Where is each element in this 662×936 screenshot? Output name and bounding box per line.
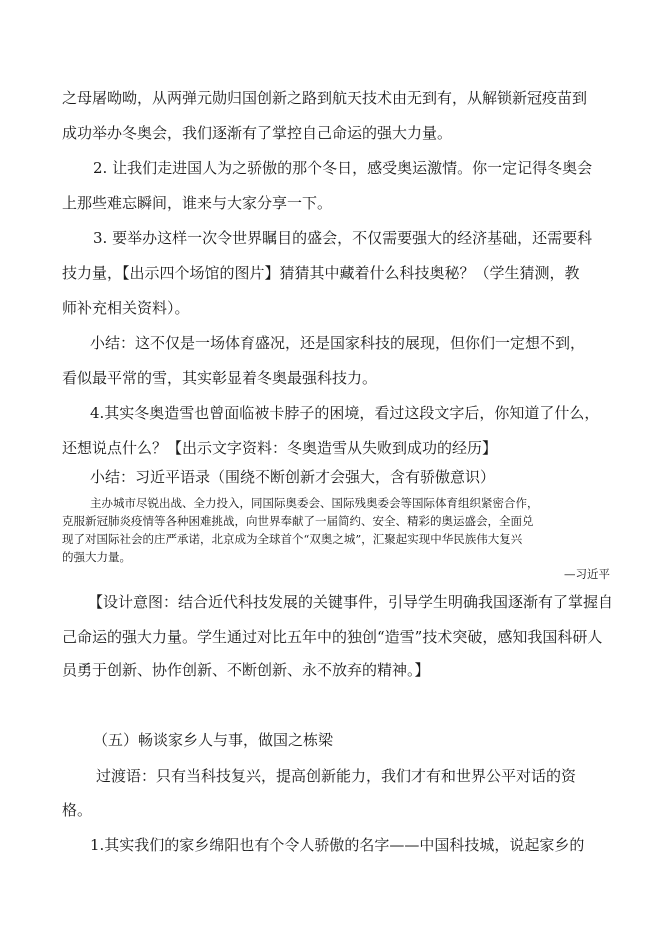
quote-line: 主办城市尽锐出战、全力投入，同国际奥委会、国际残奥委会等国际体育组织紧密合作， [90, 496, 539, 510]
paragraph-line: 技力量，【出示四个场馆的图片】猜猜其中藏着什么科技奥秘？（学生猜测，教 [62, 264, 580, 282]
paragraph-line: 【设计意图：结合近代科技发展的关键事件，引导学生明确我国逐渐有了掌握自 [88, 593, 614, 611]
paragraph-line: 1.其实我们的家乡绵阳也有个令人骄傲的名字——中国科技城，说起家乡的 [90, 836, 585, 854]
paragraph-line: 小结：这不仅是一场体育盛况，还是国家科技的展现，但你们一定想不到， [90, 334, 586, 352]
paragraph-line: 还想说点什么？【出示文字资料：冬奥造雪从失败到成功的经历】 [62, 439, 498, 457]
paragraph-line: 3. 要举办这样一次令世界瞩目的盛会，不仅需要强大的经济基础，还需要科 [93, 229, 593, 247]
paragraph-line: 员勇于创新、协作创新、不断创新、永不放弃的精神。】 [62, 661, 430, 679]
paragraph-line: 成功举办冬奥会，我们逐渐有了掌控自己命运的强大力量。 [62, 124, 453, 142]
quote-line: 克服新冠肺炎疫情等各种困难挑战，向世界奉献了一届简约、安全、精彩的奥运盛会，全面兑 [62, 514, 534, 528]
paragraph-line: 小结：习近平语录（围绕不断创新才会强大，含有骄傲意识） [90, 468, 496, 486]
quote-signature: —习近平 [564, 567, 610, 581]
paragraph-line: 看似最平常的雪，其实彰显着冬奥最强科技力。 [62, 369, 378, 387]
section-heading: （五）畅谈家乡人与事，做国之栋梁 [93, 731, 334, 749]
paragraph-line: 上那些难忘瞬间，谁来与大家分享一下。 [62, 194, 333, 212]
paragraph-line: 师补充相关资料）。 [62, 299, 190, 317]
paragraph-line: 2. 让我们走进国人为之骄傲的那个冬日，感受奥运激情。你一定记得冬奥会 [93, 159, 593, 177]
paragraph-line: 之母屠呦呦，从两弹元勋归国创新之路到航天技术由无到有，从解锁新冠疫苗到 [62, 89, 588, 107]
quote-line: 的强大力量。 [62, 550, 131, 564]
paragraph-line: 格。 [62, 801, 93, 819]
paragraph-line: 过渡语：只有当科技复兴，提高创新能力，我们才有和世界公平对话的资 [96, 767, 577, 785]
paragraph-line: 己命运的强大力量。学生通过对比五年中的独创“造雪”技术突破，感知我国科研人 [62, 628, 603, 646]
quote-line: 现了对国际社会的庄严承诺，北京成为全球首个“双奥之城”，汇聚起实现中华民族伟大复兴 [62, 532, 523, 546]
paragraph-line: 4.其实冬奥造雪也曾面临被卡脖子的困境，看过这段文字后，你知道了什么， [90, 404, 600, 422]
